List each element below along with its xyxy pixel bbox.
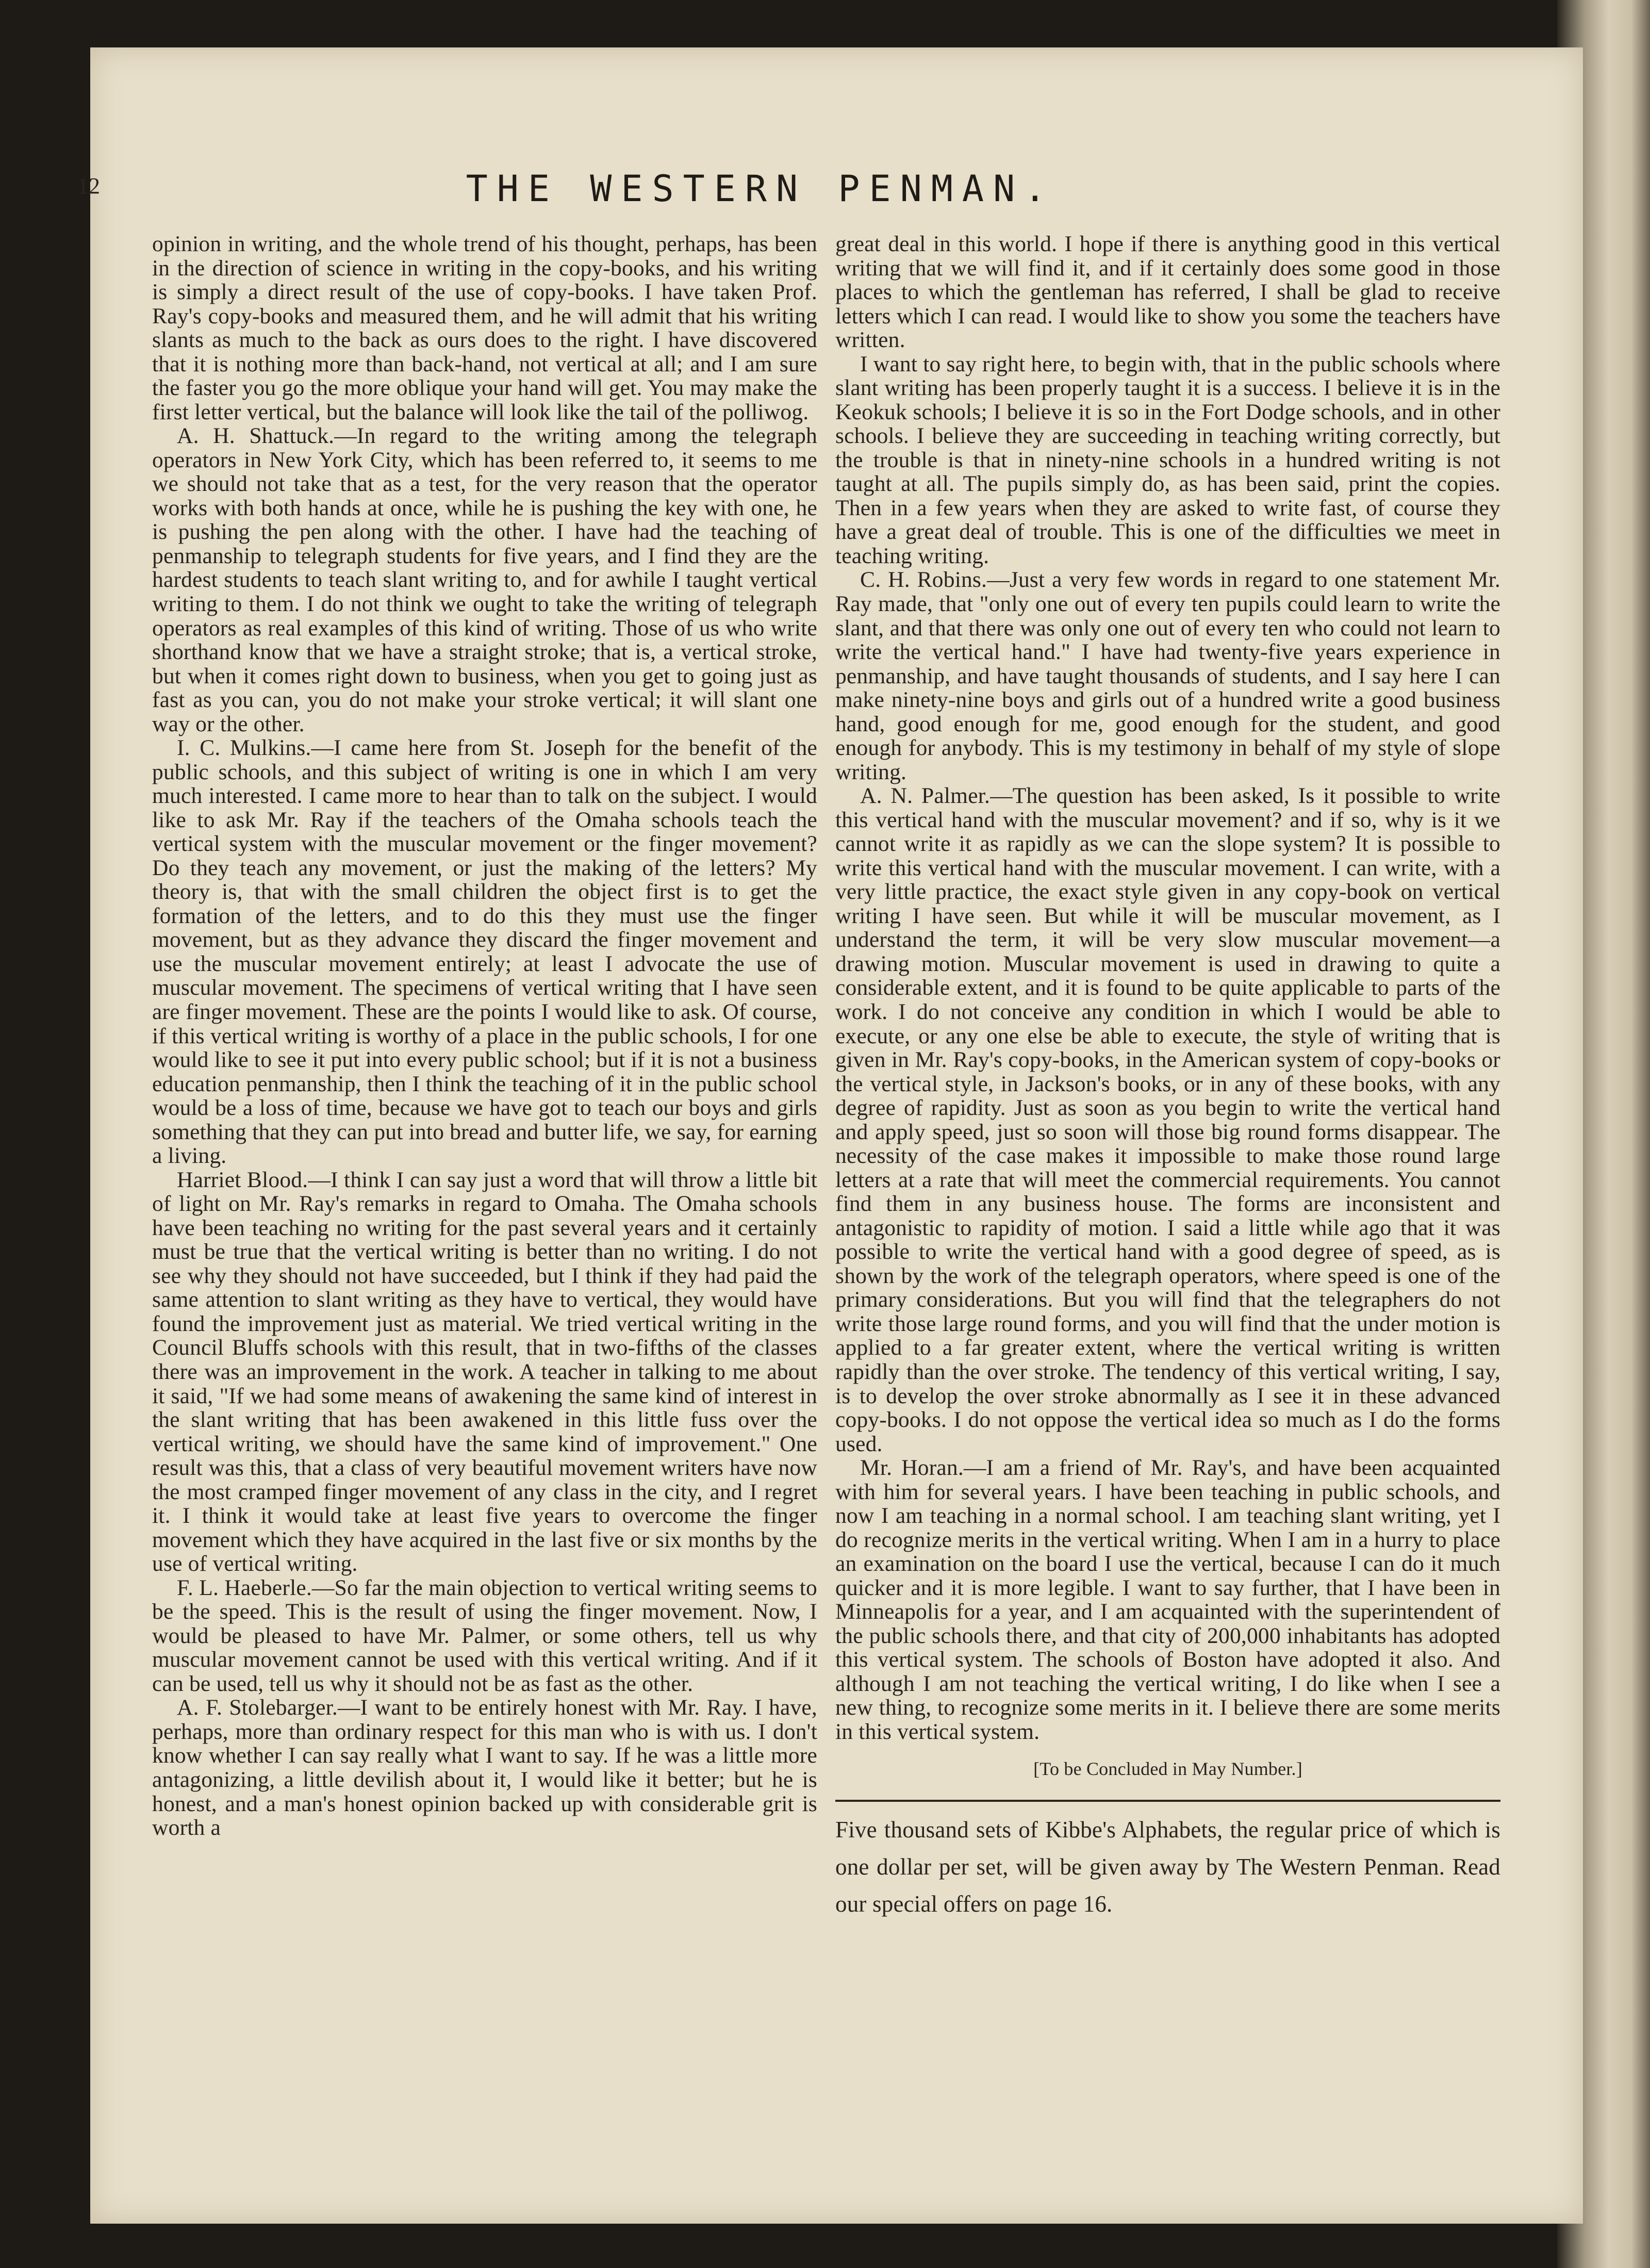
paragraph: C. H. Robins.—Just a very few words in regard to one statement Mr. Ray made, that "only one out of every ten pupils could learn to write the slant, and that there was only one out of every ten who could not learn to write the vertical hand." I have had twenty-five years experience in penmanship, and have taught thousands of students, and I say here I can make ninety-nine boys and girls out of a hundred write a good business hand, good enough for me, good enough for the student, and good enough for anybody. This is my testimony in behalf of my style of slope writing.: [835, 567, 1500, 784]
paragraph: great deal in this world. I hope if there is anything good in this vertical writing that we will find it, and if it certainly does some good in those places to which the gentleman has referred, I shall be glad to receive letters which I can read. I would like to show you some the teachers have written.: [835, 232, 1500, 353]
masthead-title: THE WESTERN PENMAN.: [466, 168, 1055, 210]
paragraph: Mr. Horan.—I am a friend of Mr. Ray's, and have been acquainted with him for several years. I have been teaching in public schools, and now I am teaching in a normal school. I am teaching slant writing, yet I do recognize merits in the vertical writing. When I am in a hurry to place an examination on the board I use the vertical, because I can do it much quicker and it is more legible. I want to say further, that I have been in Minneapolis for a year, and I am acquainted with the superintendent of the public schools there, and that city of 200,000 inhabitants has adopted this vertical system. The schools of Boston have adopted it also. And although I am not teaching the vertical writing, I do like when I see a new thing, to recognize some merits in it. I believe there are some merits in this vertical system.: [835, 1455, 1500, 1744]
continued-note: [To be Concluded in May Number.]: [1033, 1758, 1302, 1780]
paragraph: A. F. Stolebarger.—I want to be entirely honest with Mr. Ray. I have, perhaps, more than ordinary respect for this man who is with us. I don't know whether I can say really what I want to say. If he was a little more antagonizing, a little devilish about it, I would like it better; but he is honest, and a man's honest opinion backed up with considerable grit is worth a: [152, 1695, 817, 1840]
paragraph: A. N. Palmer.—The question has been asked, Is it possible to write this vertical hand with the muscular movement? and if so, why is it we cannot write it as rapidly as we can the slope system? It is possible to write this vertical hand with the muscular movement. I can write, with a very little practice, the exact style given in any copy-book on vertical writing I have seen. But while it will be muscular movement, as I understand the term, it will be very slow muscular movement—a drawing motion. Muscular movement is used in drawing to quite a considerable extent, and it is found to be quite applicable to parts of the work. I do not conceive any condition in which I would be able to execute, or any one else be able to execute, the style of writing that is given in Mr. Ray's copy-books, in the American system of copy-books or the vertical style, in Jackson's books, or in any of these books, with any degree of rapidity. Just as soon as you begin to write the vertical hand and apply speed, just so soon will those big round forms disappear. The necessity of the case makes it impossible to make those round large letters at a rate that will meet the commercial requirements. You cannot find them in any business house. The forms are inconsistent and antagonistic to rapidity of motion. I said a little while ago that it was possible to write the vertical hand with a good degree of speed, as is shown by the work of the telegraph operators, where speed is one of the primary considerations. But you will find that the telegraphers do not write those large round forms, and you will find that the under motion is applied to a far greater extent, where the vertical writing is written rapidly than the over stroke. The tendency of this vertical writing, I say, is to develop the over stroke abnormally as I see it in these advanced copy-books. I do not oppose the vertical idea so much as I do the forms used.: [835, 783, 1500, 1456]
paragraph: I. C. Mulkins.—I came here from St. Joseph for the benefit of the public schools, and this subject of writing is one in which I am very much interested. I came more to hear than to talk on the subject. I would like to ask Mr. Ray if the teachers of the Omaha schools teach the vertical system with the muscular movement or the finger movement? Do they teach any movement, or just the making of the letters? My theory is, that with the small children the object first is to get the formation of the letters, and to do this they must use the finger movement, but as they advance they discard the finger movement and use the muscular movement entirely; at least I advocate the use of muscular movement. The specimens of vertical writing that I have seen are finger movement. These are the points I would like to ask. Of course, if this vertical writing is worthy of a place in the public schools, I for one would like to see it put into every public school; but if it is not a business education penmanship, then I think the teaching of it in the public school would be a loss of time, because we have got to teach our boys and girls something that they can put into bread and butter life, we say, for earning a living.: [152, 735, 817, 1169]
paragraph: Harriet Blood.—I think I can say just a word that will throw a little bit of light on Mr. Ray's remarks in regard to Omaha. The Omaha schools have been teaching no writing for the past several years and it certainly must be true that the vertical writing is better than no writing. I do not see why they should not have succeeded, but I think if they had paid the same attention to slant writing as they have to vertical, they would have found the improvement just as material. We tried vertical writing in the Council Bluffs schools with this result, that in two-fifths of the classes there was an improvement in the work. A teacher in talking to me about it said, "If we had some means of awakening the same kind of interest in the slant writing that has been awakened in this little fuss over the vertical writing, we should have the same kind of improvement." One result was this, that a class of very beautiful movement writers have now the most cramped finger movement of any class in the city, and I regret it. I think it would take at least five years to overcome the finger movement which they have acquired in the last five or six months by the use of vertical writing.: [152, 1167, 817, 1576]
page-header: [88, 132, 1433, 214]
left-column: [152, 232, 817, 1840]
page-number: 12: [77, 173, 100, 199]
paragraph: I want to say right here, to begin with, that in the public schools where slant writing has been properly taught it is a success. I believe it is in the Keokuk schools; I believe it is so in the Fort Dodge schools, and in other schools. I believe they are succeeding in teaching writing correctly, but the trouble is that in ninety-nine schools in a hundred writing is not taught at all. The pupils simply do, as has been said, print the copies. Then in a few years when they are asked to write fast, of course they have a great deal of trouble. This is one of the difficulties we meet in teaching writing.: [835, 351, 1500, 568]
right-column: [835, 232, 1500, 1922]
paragraph: opinion in writing, and the whole trend of his thought, perhaps, has been in the direction of science in writing in the copy-books, and his writing is simply a direct result of the use of copy-books. I have taken Prof. Ray's copy-books and measured them, and he will admit that his writing slants as much to the back as ours does to the right. I have discovered that it is nothing more than back-hand, not vertical at all; and I am sure the faster you go the more oblique your hand will get. You may make the first letter vertical, but the balance will look like the tail of the polliwog.: [152, 232, 817, 424]
paragraph: A. H. Shattuck.—In regard to the writing among the telegraph operators in New York City, which has been referred to, it seems to me we should not take that as a test, for the very reason that the operator works with both hands at once, while he is pushing the key with one, he is pushing the pen along with the other. I have had the teaching of penmanship to telegraph students for five years, and I find they are the hardest students to teach slant writing to, and for awhile I taught vertical writing to them. I do not think we ought to take the writing of telegraph operators as real examples of this kind of writing. Those of us who write shorthand know that we have a straight stroke; that is, a vertical stroke, but when it comes right down to business, when you get to going just as fast as you can, you do not make your stroke vertical; it will slant one way or the other.: [152, 423, 817, 736]
paragraph: F. L. Haeberle.—So far the main objection to vertical writing seems to be the speed. This is the result of using the finger movement. Now, I would be pleased to have Mr. Palmer, or some others, tell us why muscular movement cannot be used with this vertical writing. And if it can be used, tell us why it should not be as fast as the other.: [152, 1575, 817, 1696]
advertisement: Five thousand sets of Kibbe's Alphabets, the regular price of which is one dollar per set, will be given away by The Western Penman. Read our special offers on page 16.: [835, 1800, 1500, 1922]
